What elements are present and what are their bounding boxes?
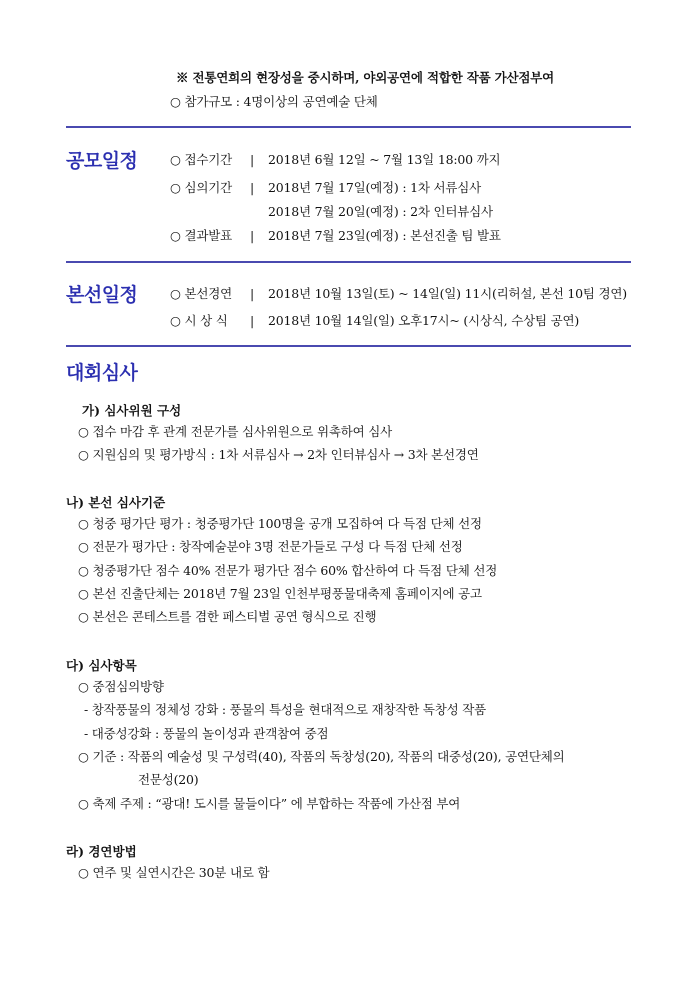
- section-title-finals: 본선일정: [66, 284, 138, 306]
- participation-scale: ○ 참가규모 : 4명이상의 공연예술 단체: [170, 94, 378, 109]
- subsection-heading: 가) 심사위원 구성: [82, 403, 182, 418]
- finals-label: ○ 본선경연: [170, 286, 232, 301]
- list-item: ○ 본선은 콘테스트를 겸한 페스티벌 공연 형식으로 진행: [78, 609, 377, 624]
- subsection-heading: 나) 본선 심사기준: [66, 495, 166, 510]
- schedule-label: ○ 심의기간: [170, 180, 232, 195]
- subsection-heading: 다) 심사항목: [66, 658, 137, 673]
- divider: [66, 345, 631, 347]
- list-item: ○ 청중평가단 점수 40% 전문가 평가단 점수 60% 합산하여 다 득점 단체 선정: [78, 563, 498, 578]
- finals-value: 2018년 10월 14일(일) 오후17시~ (시상식, 수상팀 공연): [268, 313, 580, 328]
- schedule-value: 2018년 7월 20일(예정) : 2차 인터뷰심사: [268, 204, 493, 219]
- schedule-sep: |: [250, 228, 255, 243]
- section-title-judging: 대회심사: [66, 362, 138, 384]
- finals-sep: |: [250, 313, 255, 328]
- schedule-label: ○ 접수기간: [170, 152, 232, 167]
- finals-label: ○ 시 상 식: [170, 313, 228, 328]
- list-item: - 창작풍물의 정체성 강화 : 풍물의 특성을 현대적으로 재창작한 독창성 작품: [84, 702, 487, 717]
- list-item: - 대중성강화 : 풍물의 놀이성과 관객참여 중점: [84, 726, 329, 741]
- list-item: ○ 기준 : 작품의 예술성 및 구성력(40), 작품의 독창성(20), 작품의 대중성(20), 공연단체의: [78, 749, 565, 764]
- schedule-value: 2018년 7월 23일(예정) : 본선진출 팀 발표: [268, 228, 501, 243]
- list-item: ○ 본선 진출단체는 2018년 7월 23일 인천부평풍물대축제 홈페이지에 공고: [78, 586, 482, 601]
- divider: [66, 261, 631, 263]
- subsection-heading: 라) 경연방법: [66, 844, 137, 859]
- finals-value: 2018년 10월 13일(토) ~ 14일(일) 11시(리허설, 본선 10팀 경연): [268, 286, 627, 301]
- list-item: ○ 지원심의 및 평가방식 : 1차 서류심사 → 2차 인터뷰심사 → 3차 본선경연: [78, 447, 479, 462]
- section-title-schedule: 공모일정: [66, 150, 138, 172]
- intro-note: ※ 전통연희의 현장성을 중시하며, 야외공연에 적합한 작품 가산점부여: [176, 70, 555, 85]
- list-item: ○ 청중 평가단 평가 : 청중평가단 100명을 공개 모집하여 다 득점 단체 선정: [78, 516, 482, 531]
- list-item: ○ 전문가 평가단 : 창작예술분야 3명 전문가들로 구성 다 득점 단체 선정: [78, 539, 463, 554]
- list-item: ○ 중점심의방향: [78, 679, 164, 694]
- divider: [66, 126, 631, 128]
- list-item: ○ 축제 주제 : “광대! 도시를 물들이다” 에 부합하는 작품에 가산점 부여: [78, 796, 461, 811]
- schedule-sep: |: [250, 152, 255, 167]
- schedule-value: 2018년 6월 12일 ~ 7월 13일 18:00 까지: [268, 152, 501, 167]
- list-item: ○ 연주 및 실연시간은 30분 내로 함: [78, 865, 270, 880]
- list-item: ○ 접수 마감 후 관계 전문가를 심사위원으로 위촉하여 심사: [78, 424, 393, 439]
- schedule-sep: |: [250, 180, 255, 195]
- schedule-value: 2018년 7월 17일(예정) : 1차 서류심사: [268, 180, 482, 195]
- list-item: 전문성(20): [138, 772, 199, 787]
- schedule-label: ○ 결과발표: [170, 228, 232, 243]
- finals-sep: |: [250, 286, 255, 301]
